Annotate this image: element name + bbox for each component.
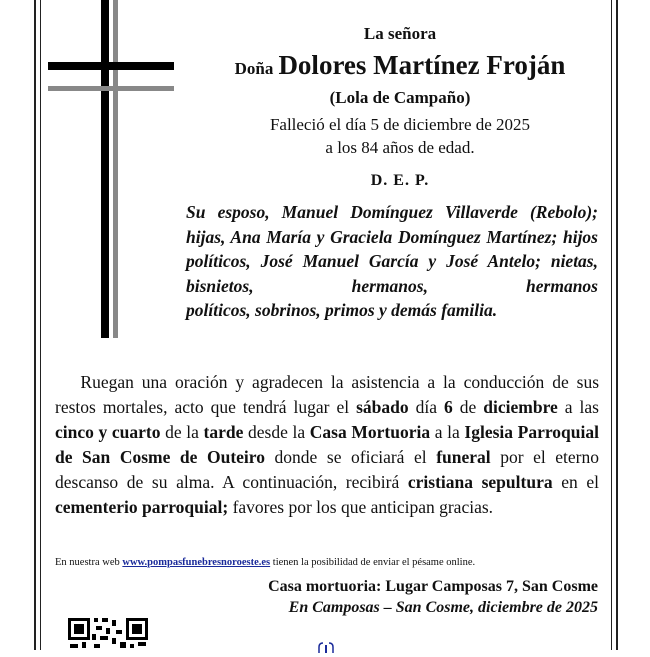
death-date: Falleció el día 5 de diciembre de 2025 — [269, 115, 531, 134]
deceased-name-line — [180, 50, 620, 81]
name-prefix: Doña — [234, 59, 274, 78]
funeral-home-address: Casa mortuoria: Lugar Camposas 7, San Cosme — [268, 578, 598, 595]
dep-text: D. E. P. — [370, 172, 430, 189]
web-note: En nuestra web www.pompasfunebresnoroeste.es tienen la posibilidad de enviar el pésame online. — [55, 557, 476, 568]
intro-text: La señora — [363, 24, 437, 43]
cross-icon — [48, 0, 178, 340]
age: a los 84 años de edad. — [325, 138, 475, 157]
ceremony-paragraph: Ruegan una oración y agradecen la asistencia a la conducción de sus restos mortales, acto que tendrá lugar el sábado día 6 de diciembre a las cinco y cuarto de la tarde desde la Casa Mortuoria a la Iglesia Parroquial de San Cosme de Outeiro donde se oficiará el funeral por el eterno descanso de su alma. A continuación, recibirá cristiana sepultura en el cementerio parroquial; favores por los que anticipan gracias. — [55, 372, 600, 517]
website-link[interactable]: www.pompasfunebresnoroeste.es — [122, 557, 271, 568]
nickname: (Lola de Campaño) — [329, 88, 471, 107]
deceased-name: Dolores Martínez Froján — [278, 50, 566, 80]
family-text: Su esposo, Manuel Domínguez Villaverde (Rebolo); hijas, Ana María y Graciela Domínguez Martínez; hijos políticos, José Manuel García y José Antelo; nietas, bisnietos, hermanos, hermanos — [186, 202, 598, 296]
place-date: En Camposas – San Cosme, diciembre de 2025 — [288, 599, 598, 616]
funeral-home-logo-icon — [314, 638, 338, 650]
qr-code-icon — [68, 618, 148, 650]
family-text-last: políticos, sobrinos, primos y demás familia. — [186, 300, 498, 320]
family-list — [186, 200, 598, 323]
